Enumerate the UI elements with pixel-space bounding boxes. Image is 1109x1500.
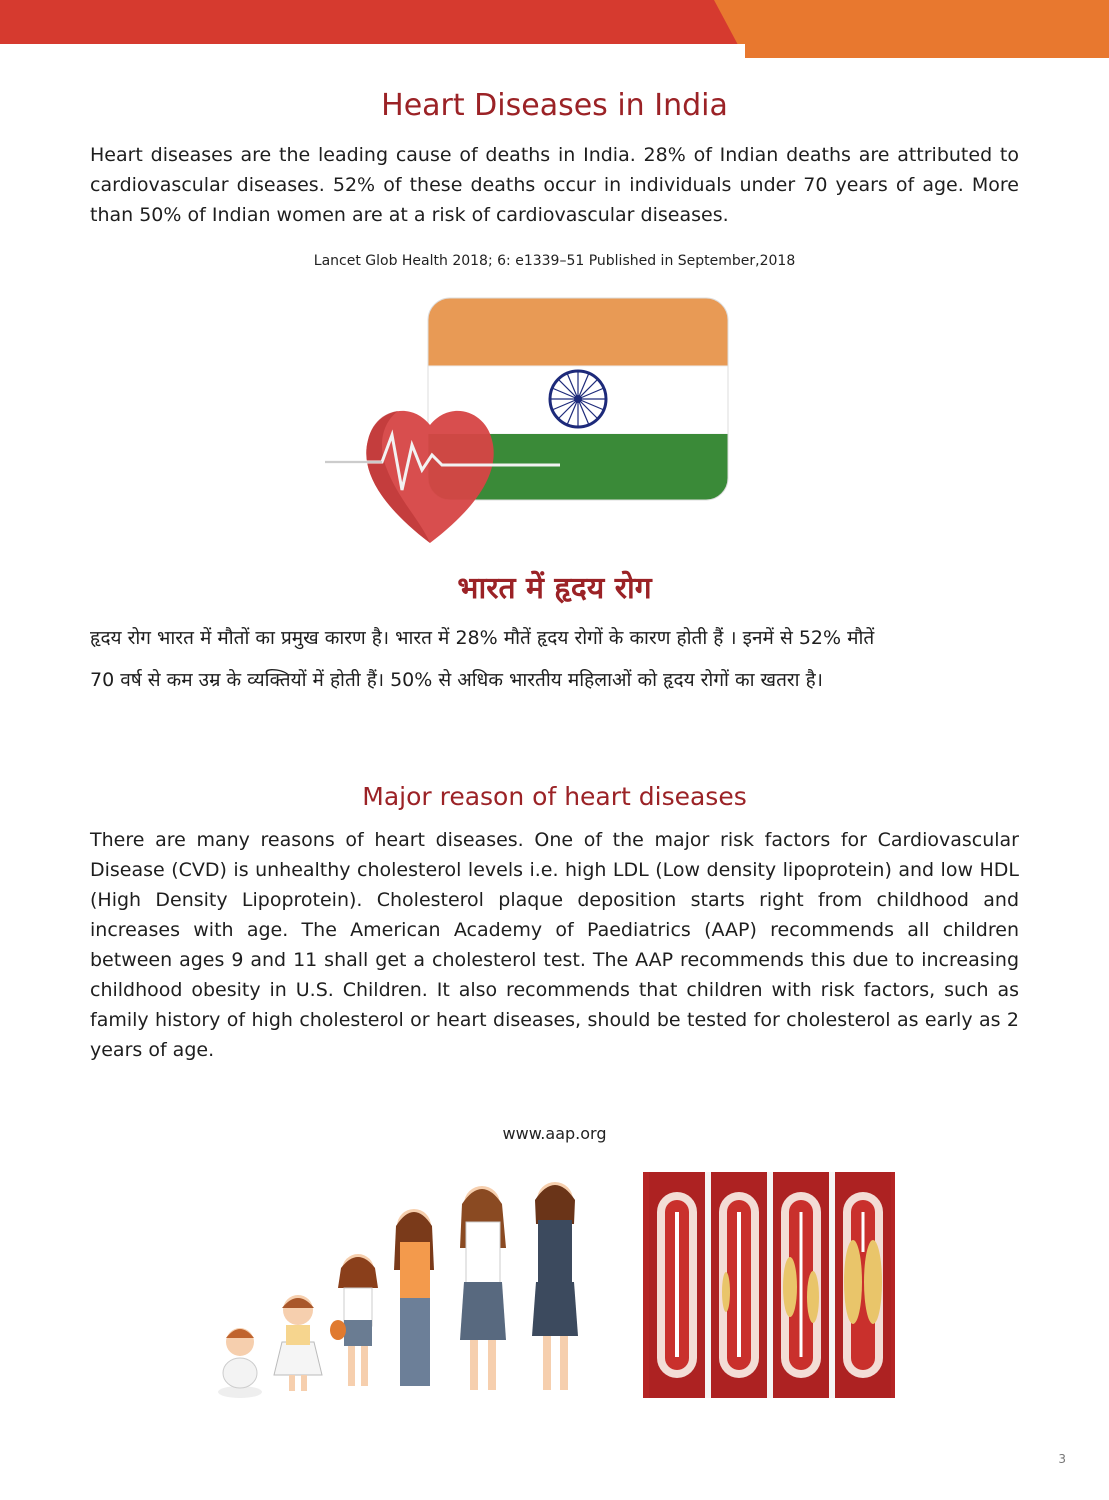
section-title-major-reason: Major reason of heart diseases (362, 782, 747, 811)
artery-plaque-illustration (643, 1172, 895, 1398)
section-title-heart-diseases-india: Heart Diseases in India (381, 88, 728, 123)
hindi-section-title: भारत में हृदय रोग (457, 571, 652, 606)
heart-icon (366, 411, 493, 543)
intro-paragraph: Heart diseases are the leading cause of deaths in India. 28% of Indian deaths are attributed to cardiovascular diseases. 52% of these deaths occur in individuals under 70 years of age. More than 50% of Indian women are at a risk of cardiovascular diseases. (90, 144, 1019, 226)
teen-figure (394, 1209, 434, 1386)
page-number: 3 (1058, 1452, 1066, 1466)
child-figure (330, 1254, 378, 1386)
reasons-paragraph: There are many reasons of heart diseases. One of the major risk factors for Cardiovascular Disease (CVD) is unhealthy cholesterol levels i.e. high LDL (Low density lipoprotein) and low HDL (High Density Lipoprotein). Cholesterol plaque deposition starts right from childhood and increases with age. The American Academy of Paediatrics (AAP) recommends all children between ages 9 and 11 shall get a cholesterol test. The AAP recommends this due to increasing childhood obesity in U.S. Children. It also recommends that children with risk factors, such as family history of high cholesterol or heart diseases, should be tested for cholesterol as early as 2 years of age. (90, 829, 1019, 1061)
girl-growth-stages-illustration (210, 1170, 620, 1400)
hindi-paragraph-line-1: हृदय रोग भारत में मौतों का प्रमुख कारण है। भारत में 28% मौतें हृदय रोगों के कारण होती हैं । इनमें से 52% मौतें (90, 627, 875, 649)
ashoka-chakra-icon (550, 371, 606, 427)
baby-figure (218, 1328, 262, 1398)
toddler-figure (274, 1295, 322, 1391)
lancet-citation: Lancet Glob Health 2018; 6: e1339–51 Published in September,2018 (313, 253, 796, 269)
woman-figure (532, 1182, 578, 1390)
aap-source: www.aap.org (502, 1124, 607, 1143)
india-flag-heart-icon (320, 295, 740, 545)
header-banner (0, 0, 1109, 58)
hindi-paragraph-line-2: 70 वर्ष से कम उम्र के व्यक्तियों में होती हैं। 50% से अधिक भारतीय महिलाओं को हृदय रोगों का खतरा है। (90, 669, 823, 691)
young-woman-figure (460, 1186, 506, 1390)
